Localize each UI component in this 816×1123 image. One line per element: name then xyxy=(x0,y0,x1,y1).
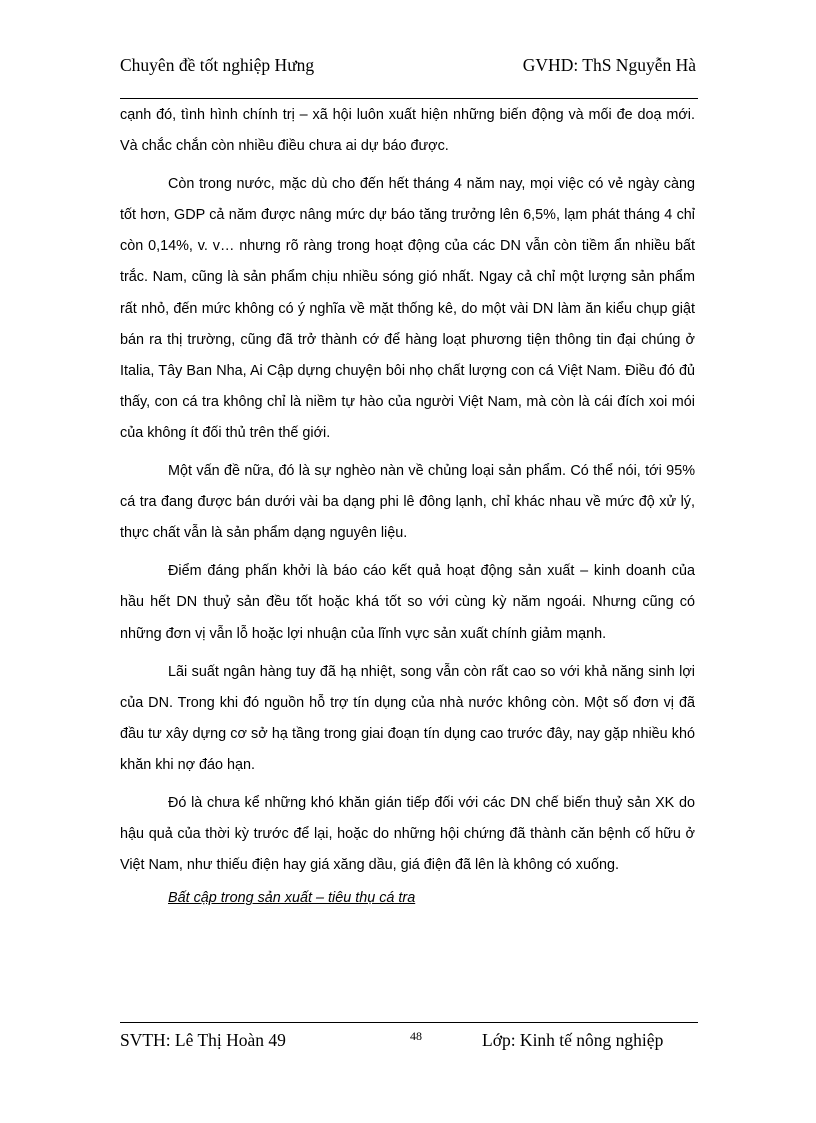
paragraph: Còn trong nước, mặc dù cho đến hết tháng 4 năm nay, mọi việc có vẻ ngày càng tốt hơn, GDP cả năm được nâng mức dự báo tăng trưởng lên 6,5%, lạm phát tháng 4 chỉ còn 0,14%, v. v… nhưng rõ ràng trong hoạt động của các DN vẫn còn tiềm ẩn nhiều bất trắc. Nam, cũng là sản phẩm chịu nhiều sóng gió nhất. Ngay cả chỉ một lượng sản phẩm rất nhỏ, đến mức không có ý nghĩa về mặt thống kê, do một vài DN làm ăn kiểu chụp giật bán ra thị trường, cũng đã trở thành cớ để hàng loạt phương tiện thông tin đại chúng ở Italia, Tây Ban Nha, Ai Cập dựng chuyện bôi nhọ chất lượng con cá Việt Nam. Điều đó đủ thấy, con cá tra không chỉ là niềm tự hào của người Việt Nam, mà còn là cái đích xoi mói của không ít đối thủ trên thế giới. xyxy=(120,176,695,441)
document-body xyxy=(120,100,695,914)
paragraph: cạnh đó, tình hình chính trị – xã hội luôn xuất hiện những biến động và mối đe doạ mới. Và chắc chắn còn nhiều điều chưa ai dự báo được. xyxy=(120,107,695,155)
paragraph: Một vấn đề nữa, đó là sự nghèo nàn về chủng loại sản phẩm. Có thể nói, tới 95% cá tra đang được bán dưới vài ba dạng phi lê đông lạnh, chỉ khác nhau về mức độ xử lý, thực chất vẫn là sản phẩm dạng nguyên liệu. xyxy=(120,463,695,542)
footer-divider xyxy=(120,1022,698,1023)
footer-left: SVTH: Lê Thị Hoàn 49 xyxy=(120,1030,286,1050)
header-left: Chuyên đề tốt nghiệp Hưng xyxy=(120,55,315,75)
page-number: 48 xyxy=(410,1029,422,1043)
paragraph: Lãi suất ngân hàng tuy đã hạ nhiệt, song vẫn còn rất cao so với khả năng sinh lợi của DN. Trong khi đó nguồn hỗ trợ tín dụng của nhà nước không còn. Một số đơn vị đã đầu tư xây dựng cơ sở hạ tầng trong giai đoạn tín dụng cao trước đây, nay gặp nhiều khó khăn khi nợ đáo hạn. xyxy=(120,663,695,773)
section-subheading: Bất cập trong sản xuất – tiêu thụ cá tra xyxy=(168,890,416,907)
header-divider xyxy=(120,98,698,99)
paragraph: Đó là chưa kể những khó khăn gián tiếp đối với các DN chế biến thuỷ sản XK do hậu quả của thời kỳ trước để lại, hoặc do những hội chứng đã thành căn bệnh cố hữu ở Việt Nam, như thiếu điện hay giá xăng dầu, giá điện đã lên là không có xuống. xyxy=(120,794,695,874)
paragraph: Điểm đáng phấn khởi là báo cáo kết quả hoạt động sản xuất – kinh doanh của hầu hết DN thuỷ sản đều tốt hoặc khá tốt so với cùng kỳ năm ngoái. Nhưng cũng có những đơn vị vẫn lỗ hoặc lợi nhuận của lĩnh vực sản xuất chính giảm mạnh. xyxy=(120,563,695,642)
footer-right: Lớp: Kinh tế nông nghiệp xyxy=(482,1030,664,1050)
header-right: GVHD: ThS Nguyễn Hà xyxy=(522,55,696,75)
